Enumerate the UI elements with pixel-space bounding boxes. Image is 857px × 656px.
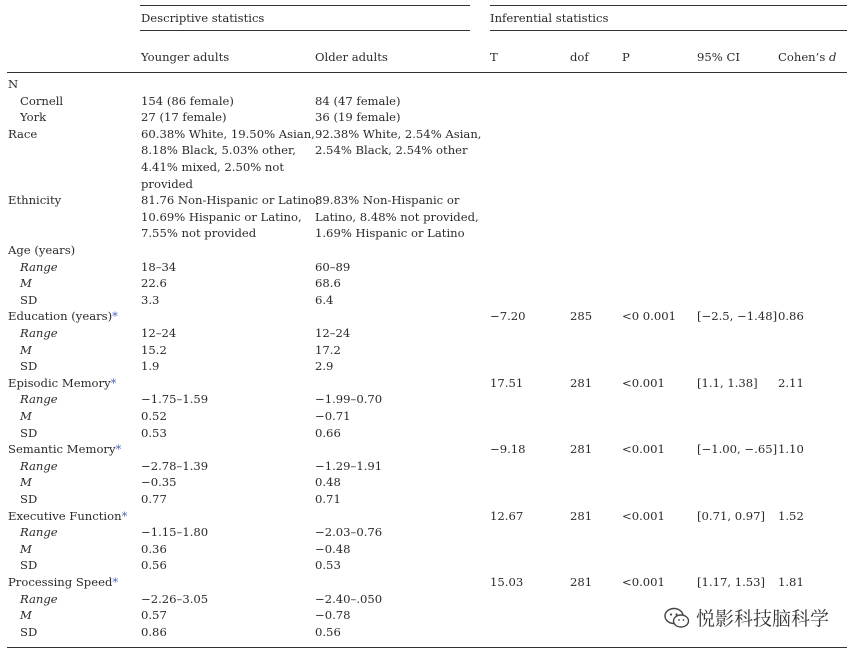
row-label: Race	[8, 126, 38, 141]
cell-older-adults: 17.2	[315, 342, 341, 357]
cell-younger-adults: 0.36	[141, 541, 167, 556]
significance-marker: *	[112, 309, 118, 324]
column-header-younger-adults: Younger adults	[141, 50, 230, 64]
row-label: Range	[20, 326, 58, 340]
group-underline-descriptive	[140, 30, 470, 31]
cell-older-adults: −1.99–0.70	[315, 392, 383, 407]
cell-t: −7.20	[490, 309, 526, 324]
top-rule-descriptive	[140, 5, 470, 6]
row-label: York	[20, 110, 47, 125]
cell-t: 15.03	[490, 575, 524, 589]
cell-ci-95: [−1.00, −.65]	[697, 442, 778, 457]
row-label: Age (years)	[8, 243, 76, 257]
row-label: SD	[20, 425, 38, 440]
row-label: M	[20, 475, 32, 490]
cell-older-adults: 92.38% White, 2.54% Asian, 2.54% Black, 2.54% other	[315, 126, 482, 158]
row-label: Range	[20, 591, 58, 606]
cell-younger-adults: 22.6	[141, 276, 167, 291]
cell-older-adults: −1.29–1.91	[315, 458, 383, 473]
cell-younger-adults: 154 (86 female)	[141, 93, 234, 108]
cell-cohens-d: 1.10	[778, 442, 804, 457]
row-label: M	[20, 276, 32, 291]
row-label: Range	[20, 259, 58, 274]
cell-older-adults: 6.4	[315, 292, 334, 307]
row-label: SD	[20, 492, 38, 506]
column-header-p: P	[622, 50, 630, 64]
row-label: M	[20, 608, 32, 623]
significance-marker: *	[115, 442, 122, 457]
cell-younger-adults: −1.75–1.59	[141, 392, 209, 407]
cell-ci-95: [0.71, 0.97]	[697, 508, 766, 523]
cell-younger-adults: 12–24	[141, 326, 177, 340]
cell-dof: 281	[570, 375, 593, 390]
row-label: Education (years)*	[8, 309, 118, 324]
cell-older-adults: −2.03–0.76	[315, 525, 383, 540]
cell-older-adults: 0.48	[315, 475, 341, 490]
row-label: Processing Speed*	[8, 575, 119, 589]
cell-younger-adults: 60.38% White, 19.50% Asian, 8.18% Black, 5.03% other, 4.41% mixed, 2.50% not provided	[141, 126, 315, 191]
row-label: Range	[20, 525, 58, 540]
cell-older-adults: 0.71	[315, 492, 341, 506]
cell-dof: 281	[570, 575, 593, 589]
cell-younger-adults: −2.78–1.39	[141, 458, 209, 473]
cell-younger-adults: −2.26–3.05	[141, 591, 209, 606]
row-label: Semantic Memory*	[8, 442, 122, 457]
cell-older-adults: 60–89	[315, 259, 351, 274]
cell-younger-adults: −1.15–1.80	[141, 525, 209, 540]
cell-p: <0.001	[622, 508, 665, 523]
cell-younger-adults: 0.57	[141, 608, 167, 623]
cell-ci-95: [1.1, 1.38]	[697, 375, 758, 390]
significance-marker: *	[121, 508, 128, 523]
row-label: M	[20, 541, 32, 556]
cell-younger-adults: 1.9	[141, 359, 160, 374]
cell-p: <0.001	[622, 375, 665, 390]
cell-younger-adults: 15.2	[141, 342, 167, 357]
column-header-ci-95: 95% CI	[697, 50, 740, 64]
header-group-inferential: Inferential statistics	[490, 11, 609, 25]
significance-marker: *	[110, 375, 117, 390]
row-label: SD	[20, 624, 38, 639]
cell-older-adults: 68.6	[315, 276, 341, 291]
column-header-dof: dof	[570, 50, 589, 64]
cell-younger-adults: 27 (17 female)	[141, 110, 227, 125]
cell-p: <0.001	[622, 575, 665, 589]
header-bottom-rule	[7, 72, 847, 73]
cell-younger-adults: −0.35	[141, 475, 177, 490]
cell-cohens-d: 1.81	[778, 575, 804, 589]
cell-dof: 281	[570, 508, 593, 523]
row-label: Executive Function*	[8, 508, 128, 523]
group-underline-inferential	[490, 30, 847, 31]
significance-marker: *	[112, 575, 119, 589]
cell-older-adults: 36 (19 female)	[315, 110, 401, 125]
cell-older-adults: 0.56	[315, 624, 341, 639]
top-rule-inferential	[490, 5, 847, 6]
cell-younger-adults: 0.56	[141, 558, 167, 573]
row-label: SD	[20, 558, 38, 573]
cell-dof: 281	[570, 442, 593, 457]
cell-younger-adults: 81.76 Non-Hispanic or Latino, 10.69% Hispanic or Latino, 7.55% not provided	[141, 193, 320, 241]
row-label: Range	[20, 458, 58, 473]
cell-older-adults: −0.71	[315, 409, 351, 423]
cell-younger-adults: 0.77	[141, 492, 167, 506]
cell-younger-adults: 0.86	[141, 624, 167, 639]
cell-t: 12.67	[490, 508, 524, 523]
row-label: M	[20, 409, 32, 423]
watermark	[664, 604, 829, 631]
cell-younger-adults: 3.3	[141, 292, 160, 307]
row-label: Episodic Memory*	[8, 375, 117, 390]
cell-p: <0 0.001	[622, 309, 676, 324]
row-label: Ethnicity	[8, 193, 62, 208]
cell-younger-adults: 18–34	[141, 259, 177, 274]
cell-ci-95: [−2.5, −1.48]	[697, 309, 778, 324]
cell-older-adults: −0.78	[315, 608, 351, 623]
cell-t: −9.18	[490, 442, 526, 457]
row-label: Cornell	[20, 93, 64, 108]
cell-older-adults: 2.9	[315, 359, 334, 374]
cell-t: 17.51	[490, 375, 524, 390]
header-group-descriptive: Descriptive statistics	[141, 11, 265, 25]
cell-older-adults: −2.40–.050	[315, 591, 383, 606]
cell-younger-adults: 0.53	[141, 425, 167, 440]
row-label: M	[20, 342, 32, 357]
cell-cohens-d: 0.86	[778, 309, 804, 324]
row-label: Range	[20, 392, 58, 407]
wechat-icon	[664, 607, 690, 629]
row-label: N	[8, 77, 19, 91]
row-label: SD	[20, 292, 38, 307]
column-header-cohens-d: Cohen’s d	[778, 50, 837, 64]
cell-older-adults: 84 (47 female)	[315, 93, 401, 108]
cell-older-adults: 89.83% Non-Hispanic or Latino, 8.48% not provided, 1.69% Hispanic or Latino	[315, 193, 479, 241]
cell-p: <0.001	[622, 442, 665, 457]
cell-cohens-d: 2.11	[778, 375, 804, 390]
cell-older-adults: 0.53	[315, 558, 341, 573]
bottom-rule	[7, 647, 847, 648]
cell-cohens-d: 1.52	[778, 508, 804, 523]
watermark-text: 悦影科技脑科学	[695, 608, 829, 630]
cell-ci-95: [1.17, 1.53]	[697, 575, 766, 589]
cell-older-adults: 12–24	[315, 326, 351, 340]
cell-older-adults: 0.66	[315, 425, 341, 440]
column-header-t: T	[490, 50, 498, 64]
cell-older-adults: −0.48	[315, 541, 351, 556]
cell-dof: 285	[570, 309, 593, 324]
row-label: SD	[20, 359, 38, 374]
column-header-older-adults: Older adults	[315, 50, 388, 64]
cell-younger-adults: 0.52	[141, 409, 167, 423]
